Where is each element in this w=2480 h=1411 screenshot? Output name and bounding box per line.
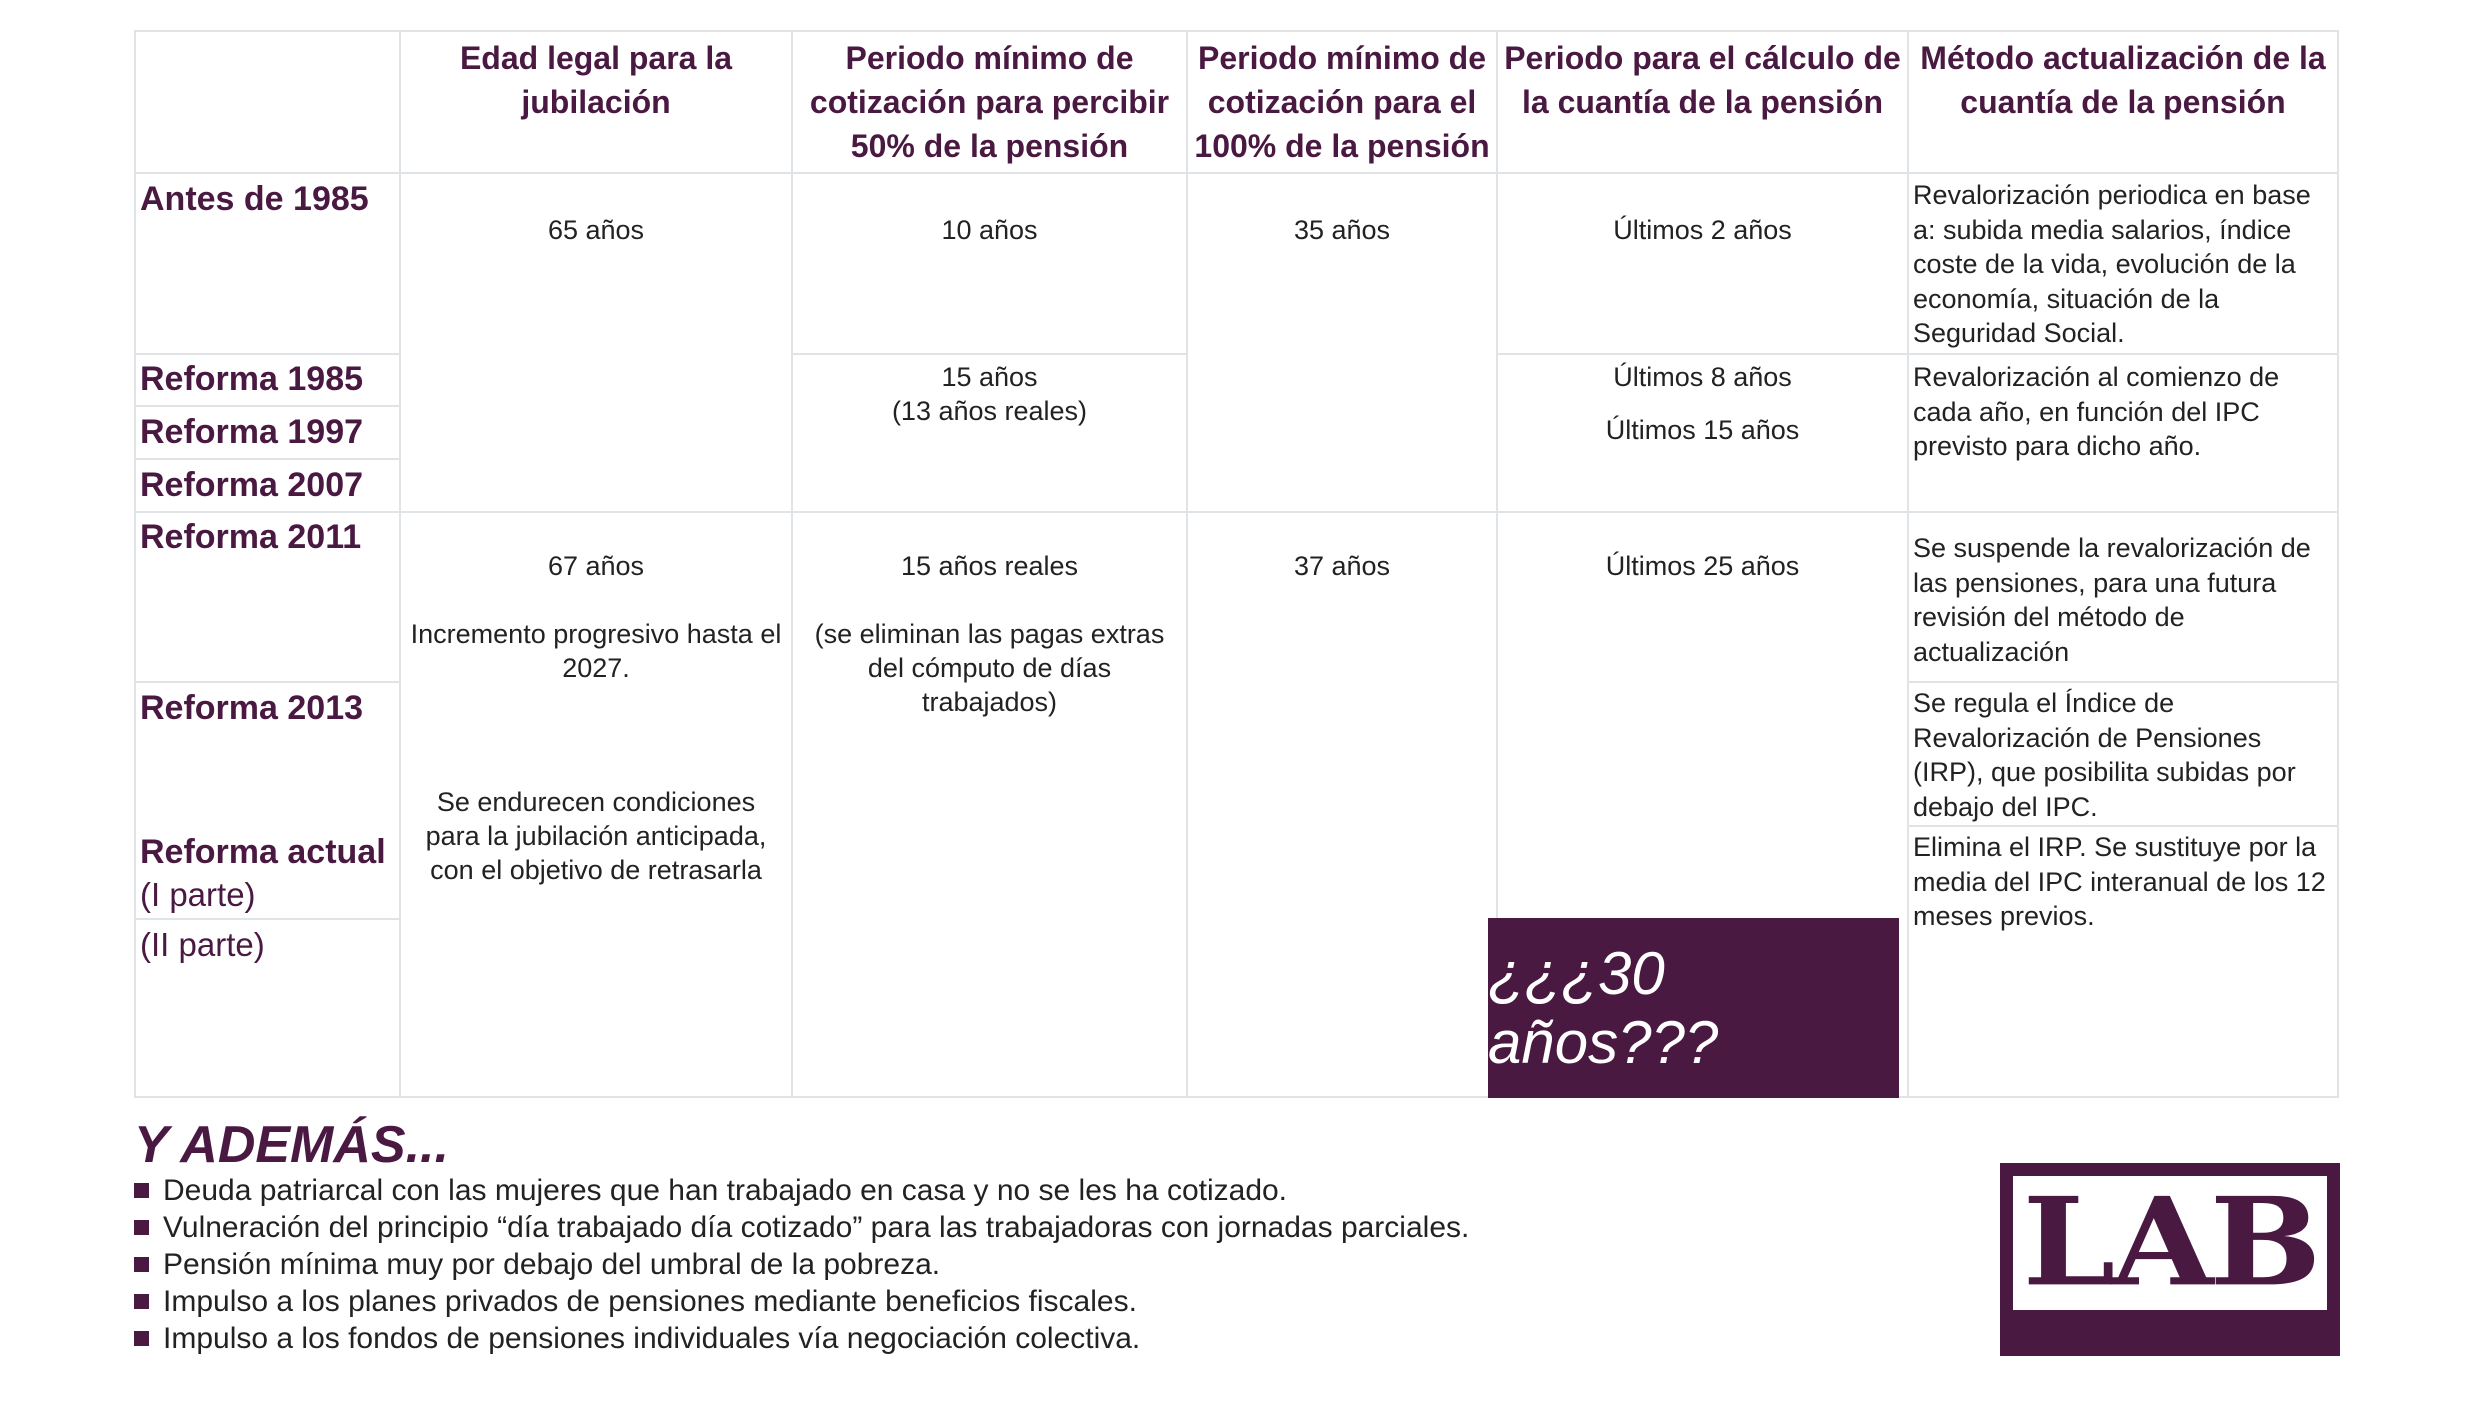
row-label-ii-parte: (II parte) bbox=[140, 926, 265, 963]
lab-logo-inner bbox=[2013, 1171, 2327, 1314]
row-divider bbox=[791, 353, 1186, 355]
cell-edad-65: 65 años bbox=[547, 215, 645, 245]
bullet-square-icon bbox=[134, 1220, 149, 1235]
cell-min50-13-reales: (13 años reales) bbox=[891, 396, 1088, 426]
row-divider bbox=[134, 681, 399, 683]
cell-calc-2: Últimos 2 años bbox=[1613, 215, 1792, 245]
list-item-text: Pensión mínima muy por debajo del umbral de la pobreza. bbox=[163, 1248, 941, 1281]
bullet-square-icon bbox=[134, 1294, 149, 1309]
list-item bbox=[134, 1320, 1469, 1357]
list-item-text: Deuda patriarcal con las mujeres que han trabajado en casa y no se les ha cotizado. bbox=[163, 1174, 1288, 1207]
cell-min100-35: 35 años bbox=[1293, 215, 1391, 245]
lab-logo-text: LAB bbox=[2022, 1171, 2318, 1314]
cell-metodo-2011: Se suspende la revalorización de las pensiones, para una futura revisión del método de actualización bbox=[1913, 533, 2311, 667]
row-label-reforma-2013: Reforma 2013 bbox=[140, 689, 364, 727]
cell-metodo-2013: Se regula el Índice de Revalorización de Pensiones (IRP), que posibilita subidas por debajo del IPC. bbox=[1913, 688, 2296, 822]
list-item bbox=[134, 1209, 1469, 1246]
row-divider bbox=[134, 405, 399, 407]
pension-table bbox=[134, 30, 2339, 1098]
row-label-reforma-2007: Reforma 2007 bbox=[140, 466, 364, 504]
list-item-text: Impulso a los planes privados de pensiones mediante beneficios fiscales. bbox=[163, 1285, 1137, 1318]
cell-min100-37: 37 años bbox=[1293, 551, 1391, 581]
lab-logo bbox=[2000, 1163, 2340, 1356]
cell-calc-15: Últimos 15 años bbox=[1605, 415, 1800, 445]
list-item bbox=[134, 1246, 1469, 1283]
list-item-text: Impulso a los fondos de pensiones individuales vía negociación colectiva. bbox=[163, 1322, 1141, 1355]
ademas-title: Y ADEMÁS... bbox=[134, 1116, 449, 1174]
header-periodo-calculo: Periodo para el cálculo de la cuantía de la pensión bbox=[1504, 40, 1901, 120]
ademas-list bbox=[134, 1172, 1469, 1357]
row-divider bbox=[134, 511, 2339, 513]
cell-edad-67: 67 años bbox=[547, 551, 645, 581]
row-label-reforma-actual: Reforma actual bbox=[140, 833, 386, 871]
cell-metodo-1985: Revalorización al comienzo de cada año, en función del IPC previsto para dicho año. bbox=[1913, 362, 2280, 461]
cell-calc-30: ¿¿¿30 años??? bbox=[1488, 940, 1719, 1076]
header-metodo-actualizacion: Método actualización de la cuantía de la pensión bbox=[1920, 40, 2326, 120]
table-border-bottom bbox=[134, 1096, 2339, 1098]
cell-calc-25: Últimos 25 años bbox=[1605, 551, 1800, 581]
row-label-reforma-2011: Reforma 2011 bbox=[140, 518, 362, 556]
row-label-i-parte: (I parte) bbox=[140, 876, 256, 913]
row-divider bbox=[134, 918, 399, 920]
row-divider bbox=[134, 458, 399, 460]
cell-min50-pagas-extras: (se eliminan las pagas extras del cómputo de días trabajados) bbox=[814, 619, 1165, 717]
list-item bbox=[134, 1172, 1469, 1209]
row-divider bbox=[1907, 681, 2339, 683]
list-item-text: Vulneración del principio “día trabajado día cotizado” para las trabajadoras con jornadas parciales. bbox=[163, 1211, 1470, 1244]
cell-edad-incremento: Incremento progresivo hasta el 2027. bbox=[410, 619, 782, 683]
row-label-reforma-1985: Reforma 1985 bbox=[140, 360, 364, 398]
row-label-antes-1985: Antes de 1985 bbox=[140, 180, 369, 218]
header-minimo-100: Periodo mínimo de cotización para el 100% de la pensión bbox=[1194, 40, 1490, 164]
cell-metodo-antes-1985: Revalorización periodica en base a: subida media salarios, índice coste de la vida, evolución de la economía, situación de la Seguridad Social. bbox=[1913, 180, 2311, 348]
list-item bbox=[134, 1283, 1469, 1320]
header-edad-legal: Edad legal para la jubilación bbox=[459, 40, 733, 120]
table-border-right bbox=[2337, 30, 2339, 1098]
bullet-square-icon bbox=[134, 1257, 149, 1272]
bullet-square-icon bbox=[134, 1331, 149, 1346]
cell-min50-15-reales: 15 años reales bbox=[900, 551, 1079, 581]
row-label-reforma-1997: Reforma 1997 bbox=[140, 413, 364, 451]
cell-calc-8: Últimos 8 años bbox=[1613, 362, 1792, 392]
table-border-left bbox=[134, 30, 136, 1098]
row-divider bbox=[1496, 353, 2339, 355]
header-minimo-50: Periodo mínimo de cotización para percibir 50% de la pensión bbox=[809, 40, 1170, 164]
row-divider bbox=[1907, 825, 2339, 827]
cell-metodo-actual: Elimina el IRP. Se sustituye por la media del IPC interanual de los 12 meses previos. bbox=[1913, 832, 2326, 931]
bullet-square-icon bbox=[134, 1183, 149, 1198]
cell-min50-15: 15 años bbox=[941, 362, 1038, 392]
cell-min50-10: 10 años bbox=[941, 215, 1038, 245]
highlight-30-anos bbox=[1488, 918, 1899, 1098]
row-divider bbox=[134, 353, 399, 355]
cell-edad-condiciones: Se endurecen condiciones para la jubilación anticipada, con el objetivo de retrasarla bbox=[425, 787, 767, 885]
column-divider bbox=[1907, 30, 1909, 1098]
